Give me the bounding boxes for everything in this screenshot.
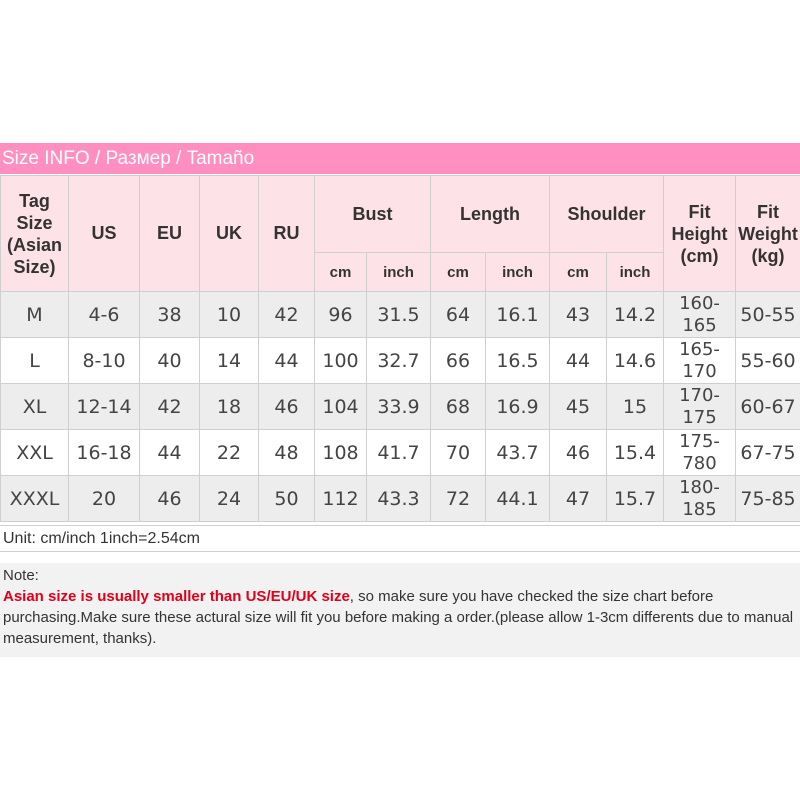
cell-us: 4-6 — [69, 292, 140, 338]
note-highlight: Asian size is usually smaller than US/EU/UK size — [3, 588, 350, 605]
header-bust: Bust — [315, 176, 431, 253]
cell-eu: 38 — [140, 292, 200, 338]
cell-ru: 44 — [259, 338, 315, 384]
cell-length-cm: 66 — [431, 338, 486, 384]
cell-length-cm: 72 — [431, 476, 486, 522]
cell-fit-height: 170-175 — [664, 384, 736, 430]
cell-tag: XL — [1, 384, 69, 430]
cell-length-inch: 43.7 — [486, 430, 550, 476]
table-row — [1, 292, 800, 338]
cell-bust-inch: 41.7 — [367, 430, 431, 476]
cell-eu: 42 — [140, 384, 200, 430]
cell-shoulder-inch: 14.6 — [607, 338, 664, 384]
cell-fit-height: 160-165 — [664, 292, 736, 338]
cell-bust-inch: 32.7 — [367, 338, 431, 384]
cell-fit-weight: 75-85 — [736, 476, 800, 522]
header-ru: RU — [259, 176, 315, 292]
header-fit-weight: Fit Weight (kg) — [736, 176, 800, 292]
cell-length-cm: 64 — [431, 292, 486, 338]
cell-shoulder-inch: 15 — [607, 384, 664, 430]
cell-ru: 48 — [259, 430, 315, 476]
cell-uk: 14 — [200, 338, 259, 384]
cell-length-cm: 70 — [431, 430, 486, 476]
header-uk: UK — [200, 176, 259, 292]
cell-length-inch: 16.5 — [486, 338, 550, 384]
cell-length-inch: 44.1 — [486, 476, 550, 522]
cell-bust-inch: 43.3 — [367, 476, 431, 522]
cell-eu: 40 — [140, 338, 200, 384]
cell-eu: 44 — [140, 430, 200, 476]
table-row — [1, 430, 800, 476]
cell-shoulder-inch: 15.7 — [607, 476, 664, 522]
header-fit-height: Fit Height (cm) — [664, 176, 736, 292]
header-us: US — [69, 176, 140, 292]
cell-uk: 22 — [200, 430, 259, 476]
cell-length-inch: 16.9 — [486, 384, 550, 430]
header-shoulder-cm: cm — [550, 253, 607, 292]
cell-tag: XXXL — [1, 476, 69, 522]
cell-ru: 46 — [259, 384, 315, 430]
unit-conversion-note: Unit: cm/inch 1inch=2.54cm — [0, 525, 800, 552]
cell-shoulder-cm: 43 — [550, 292, 607, 338]
note-text — [3, 586, 800, 649]
cell-fit-height: 175-780 — [664, 430, 736, 476]
header-length: Length — [431, 176, 550, 253]
cell-uk: 10 — [200, 292, 259, 338]
cell-bust-cm: 104 — [315, 384, 367, 430]
cell-shoulder-inch: 15.4 — [607, 430, 664, 476]
header-length-inch: inch — [486, 253, 550, 292]
cell-length-cm: 68 — [431, 384, 486, 430]
cell-shoulder-cm: 44 — [550, 338, 607, 384]
size-info-title: Size INFO / Размер / Tamaño — [0, 143, 800, 174]
note-body: , so make sure you have checked the size chart before purchasing.Make sure these actural size will fit you before making a order.(please allow 1-3cm differents due to manual measurement, thanks). — [3, 588, 794, 647]
cell-us: 16-18 — [69, 430, 140, 476]
header-bust-cm: cm — [315, 253, 367, 292]
table-row — [1, 384, 800, 430]
header-shoulder: Shoulder — [550, 176, 664, 253]
header-shoulder-inch: inch — [607, 253, 664, 292]
cell-shoulder-cm: 45 — [550, 384, 607, 430]
cell-fit-weight: 67-75 — [736, 430, 800, 476]
cell-eu: 46 — [140, 476, 200, 522]
cell-fit-weight: 55-60 — [736, 338, 800, 384]
cell-uk: 24 — [200, 476, 259, 522]
cell-bust-cm: 108 — [315, 430, 367, 476]
note-box — [0, 563, 800, 657]
header-length-cm: cm — [431, 253, 486, 292]
cell-length-inch: 16.1 — [486, 292, 550, 338]
cell-us: 8-10 — [69, 338, 140, 384]
cell-shoulder-cm: 47 — [550, 476, 607, 522]
cell-shoulder-cm: 46 — [550, 430, 607, 476]
cell-tag: XXL — [1, 430, 69, 476]
table-row — [1, 338, 800, 384]
cell-tag: L — [1, 338, 69, 384]
cell-bust-cm: 96 — [315, 292, 367, 338]
cell-bust-cm: 112 — [315, 476, 367, 522]
cell-ru: 50 — [259, 476, 315, 522]
header-eu: EU — [140, 176, 200, 292]
cell-ru: 42 — [259, 292, 315, 338]
cell-uk: 18 — [200, 384, 259, 430]
cell-us: 12-14 — [69, 384, 140, 430]
header-bust-inch: inch — [367, 253, 431, 292]
size-chart-table — [0, 175, 800, 522]
cell-tag: M — [1, 292, 69, 338]
cell-bust-inch: 31.5 — [367, 292, 431, 338]
note-label: Note: — [3, 567, 39, 584]
table-row — [1, 476, 800, 522]
cell-fit-height: 165-170 — [664, 338, 736, 384]
cell-fit-weight: 50-55 — [736, 292, 800, 338]
cell-fit-weight: 60-67 — [736, 384, 800, 430]
cell-fit-height: 180-185 — [664, 476, 736, 522]
cell-us: 20 — [69, 476, 140, 522]
cell-bust-inch: 33.9 — [367, 384, 431, 430]
header-tag-size: Tag Size (Asian Size) — [1, 176, 69, 292]
cell-bust-cm: 100 — [315, 338, 367, 384]
cell-shoulder-inch: 14.2 — [607, 292, 664, 338]
